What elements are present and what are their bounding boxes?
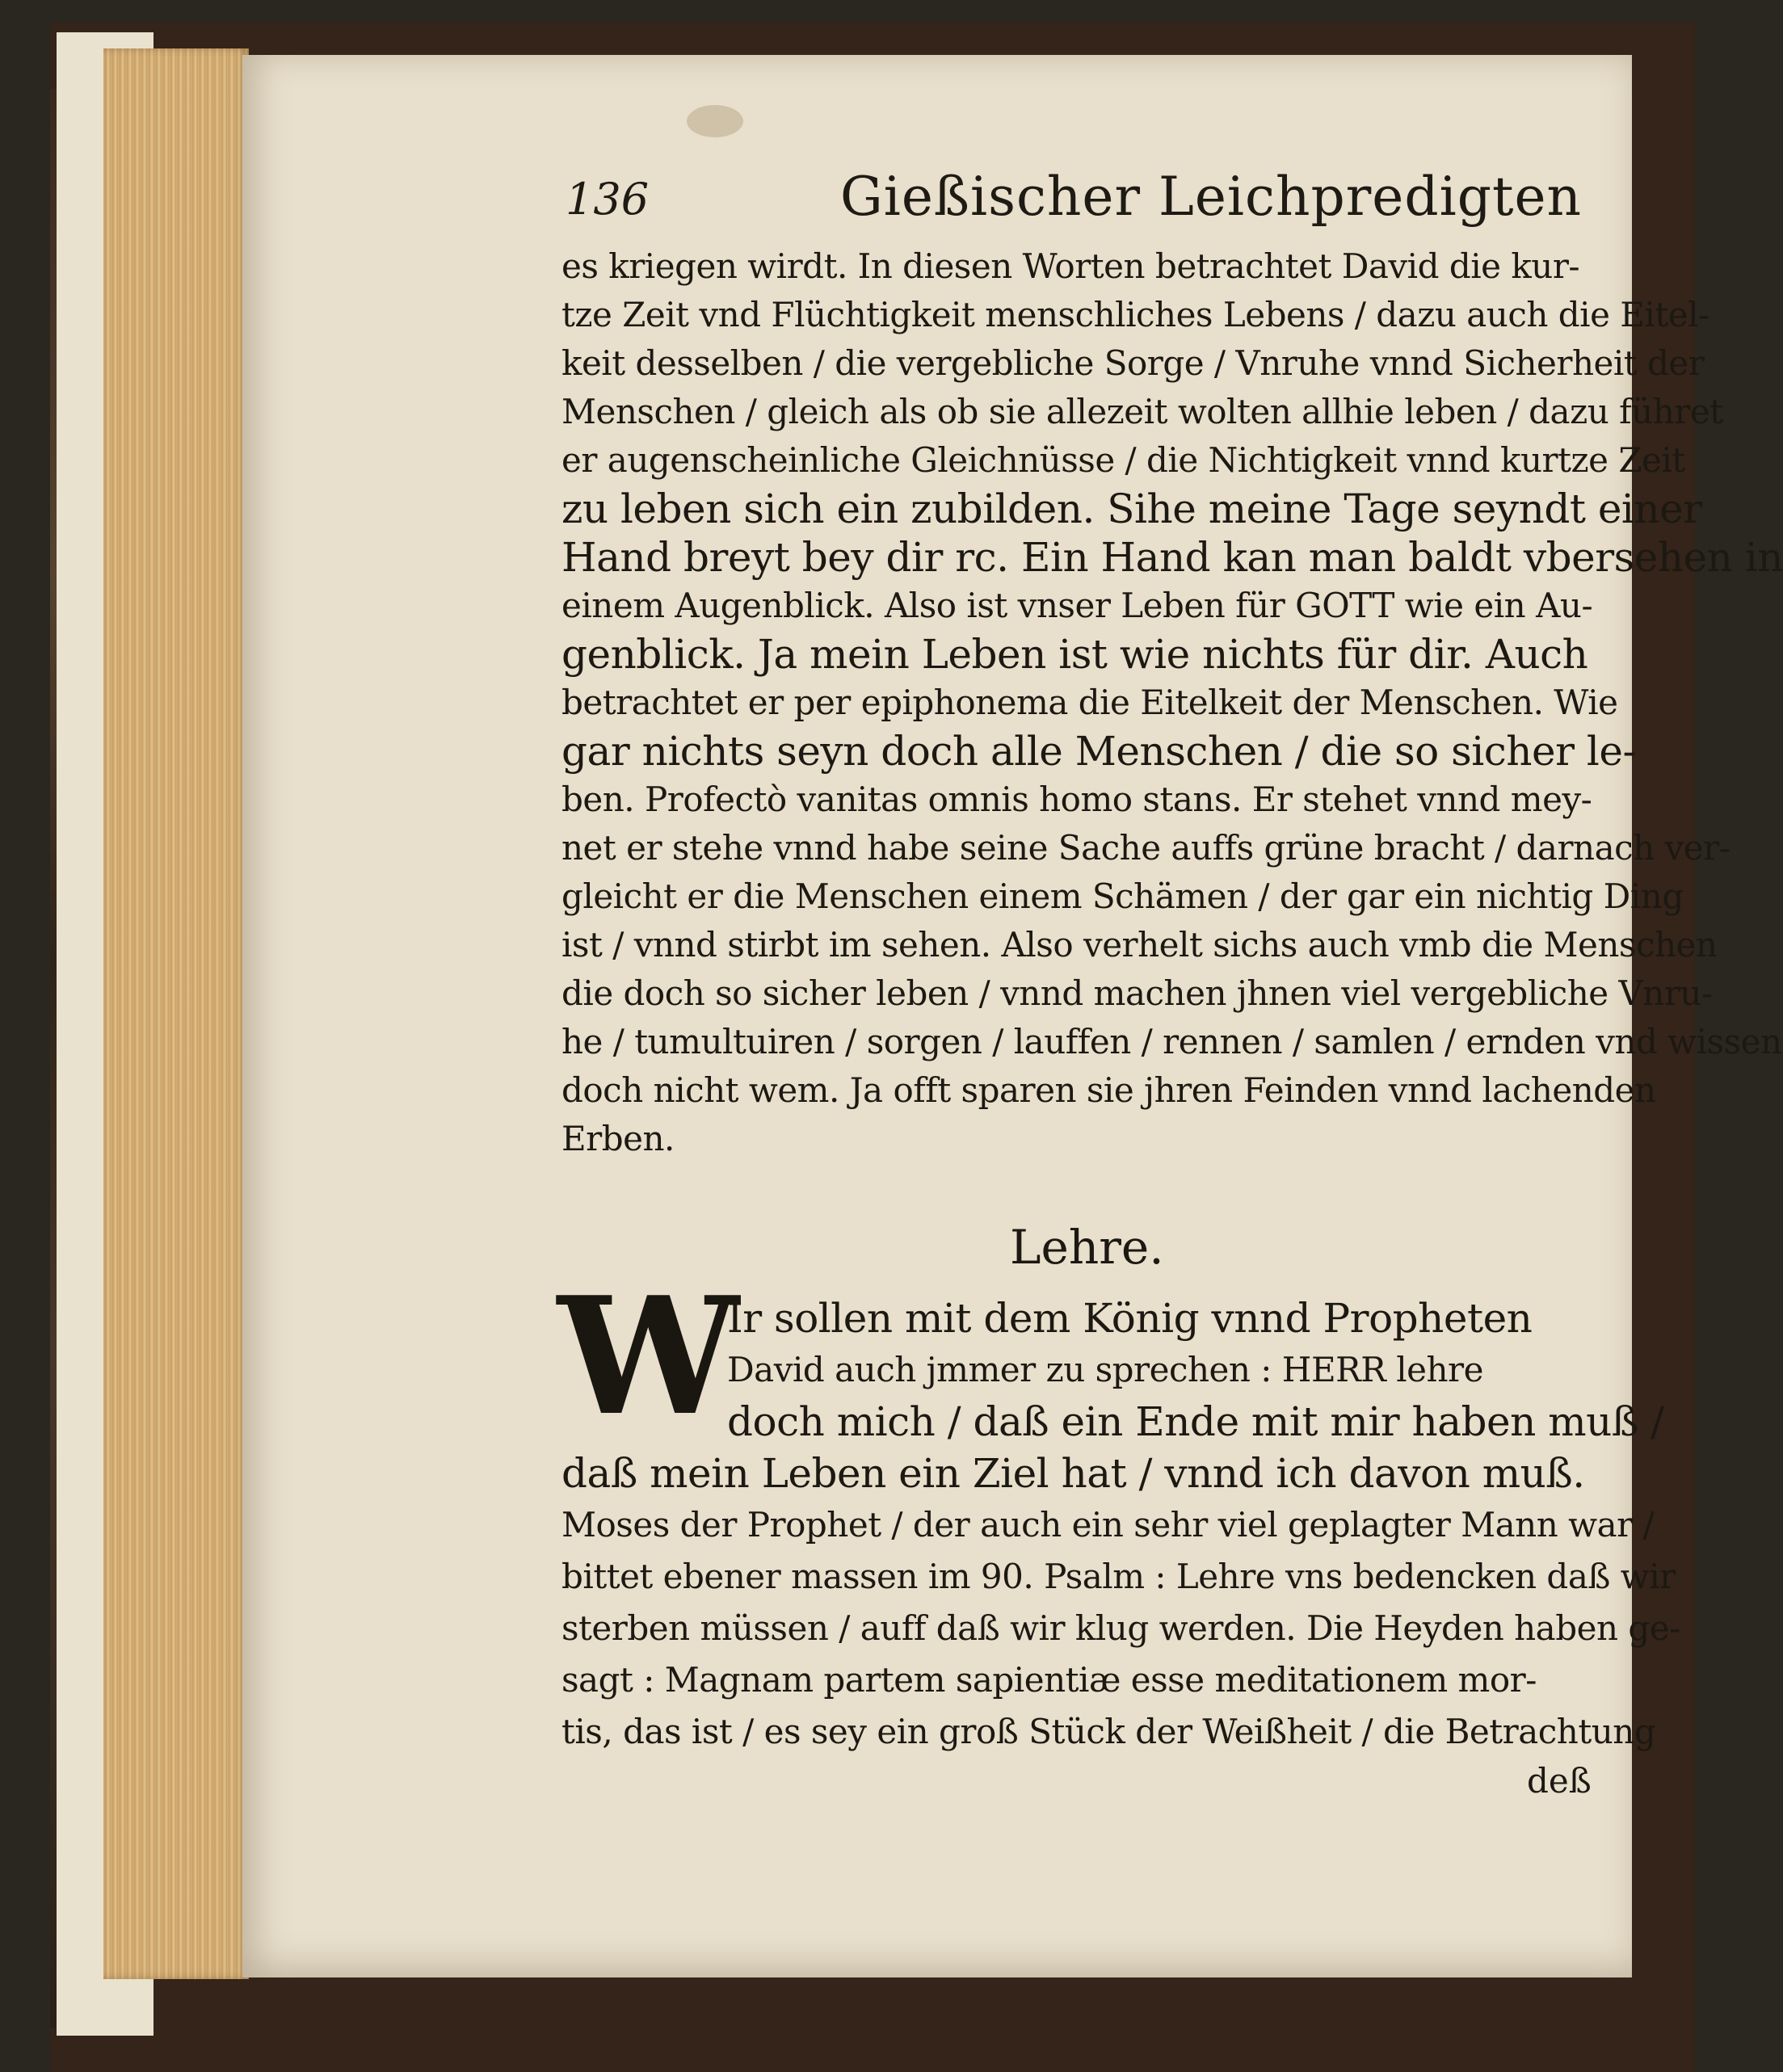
- text-line: Menschen / gleich als ob sie allezeit wolten allhie leben / dazu führet: [561, 392, 1723, 431]
- text-line: bittet ebener massen im 90. Psalm : Lehre vns bedencken daß wir: [561, 1557, 1676, 1596]
- main-text: [561, 242, 1783, 1163]
- text-line: genblick. Ja mein Leben ist wie nichts für dir. Auch: [561, 631, 1588, 678]
- section-heading: Lehre.: [1010, 1220, 1164, 1275]
- text-line: Moses der Prophet / der auch ein sehr viel geplagter Mann war /: [561, 1505, 1655, 1545]
- running-title: Gießischer Leichpredigten: [840, 166, 1583, 228]
- text-line: David auch jmmer zu sprechen : HERR lehre: [727, 1350, 1483, 1389]
- text-line: ben. Profectò vanitas omnis homo stans. Er stehet vnnd mey-: [561, 780, 1592, 819]
- text-line: einem Augenblick. Also ist vnser Leben für GOTT wie ein Au-: [561, 586, 1593, 625]
- text-line: net er stehe vnnd habe seine Sache auffs grüne bracht / darnach ver-: [561, 828, 1730, 868]
- page-edges: [103, 48, 249, 1979]
- text-line: er augenscheinliche Gleichnüsse / die Nichtigkeit vnnd kurtze Zeit: [561, 440, 1685, 480]
- text-line: he / tumultuiren / sorgen / lauffen / rennen / samlen / ernden vnd wissen: [561, 1022, 1782, 1061]
- text-line: tze Zeit vnd Flüchtigkeit menschliches Lebens / dazu auch die Eitel-: [561, 295, 1709, 334]
- text-line: gleicht er die Menschen einem Schämen / der gar ein nichtig Ding: [561, 876, 1684, 916]
- catchword: deß: [1527, 1761, 1592, 1801]
- text-line: Erben.: [561, 1119, 675, 1158]
- text-line: daß mein Leben ein Ziel hat / vnnd ich davon muß.: [561, 1450, 1585, 1497]
- section-text: [561, 1292, 1680, 1758]
- stain-mark: [687, 105, 743, 137]
- text-line: sagt : Magnam partem sapientiæ esse meditationem mor-: [561, 1660, 1537, 1700]
- decorated-initial: W: [557, 1262, 739, 1452]
- text-line: tis, das ist / es sey ein groß Stück der Weißheit / die Betrachtung: [561, 1712, 1656, 1751]
- text-line: ist / vnnd stirbt im sehen. Also verhelt sichs auch vmb die Menschen: [561, 925, 1718, 965]
- text-line: gar nichts seyn doch alle Menschen / die so sicher le-: [561, 728, 1636, 775]
- text-line: doch nicht wem. Ja offt sparen sie jhren Feinden vnnd lachenden: [561, 1070, 1656, 1110]
- text-line: sterben müssen / auff daß wir klug werden. Die Heyden haben ge-: [561, 1608, 1680, 1648]
- text-line: doch mich / daß ein Ende mit mir haben muß /: [727, 1398, 1664, 1445]
- text-line: es kriegen wirdt. In diesen Worten betrachtet David die kur-: [561, 246, 1580, 286]
- page-header: [566, 166, 1697, 238]
- text-line: Hand breyt bey dir rc. Ein Hand kan man baldt vbersehen in: [561, 534, 1783, 581]
- text-line: keit desselben / die vergebliche Sorge / Vnruhe vnnd Sicherheit der: [561, 343, 1705, 383]
- text-line: die doch so sicher leben / vnnd machen jhnen viel vergebliche Vnru-: [561, 973, 1713, 1013]
- text-line: zu leben sich ein zubilden. Sihe meine Tage seyndt einer: [561, 485, 1702, 532]
- text-line: Ir sollen mit dem König vnnd Propheten: [727, 1295, 1533, 1342]
- page-number: 136: [566, 174, 650, 225]
- text-line: betrachtet er per epiphonema die Eitelkeit der Menschen. Wie: [561, 683, 1618, 722]
